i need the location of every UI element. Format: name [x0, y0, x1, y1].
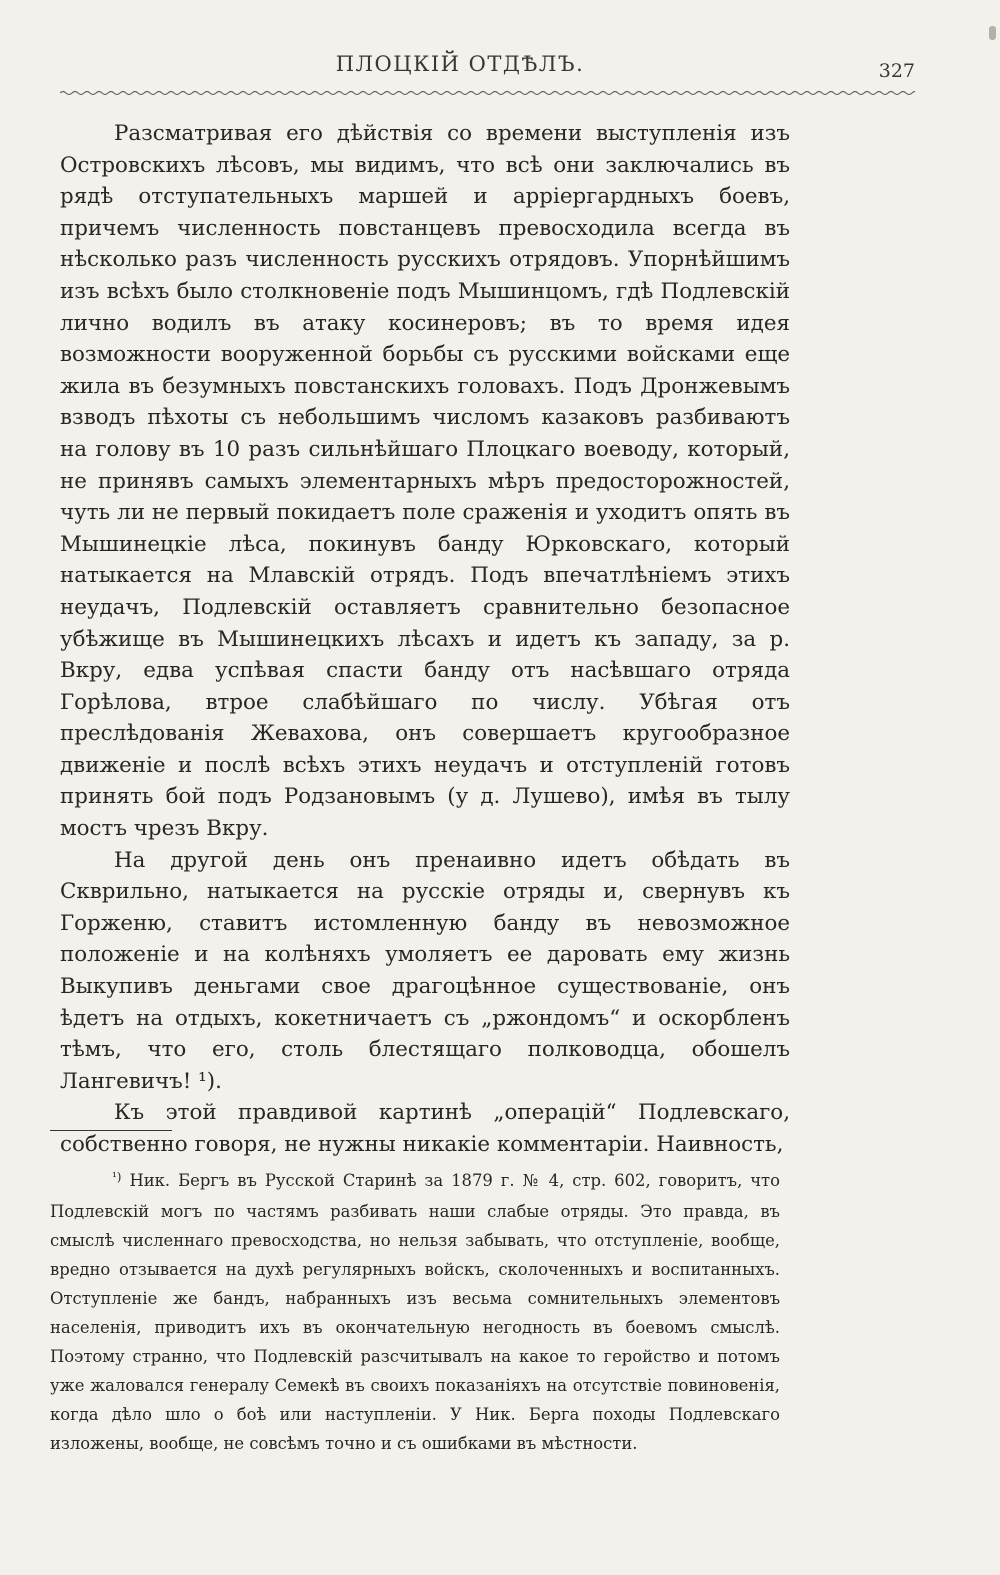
page-header: [60, 46, 915, 96]
footnote-separator: [50, 1130, 172, 1131]
footnote-paragraph: [50, 1166, 780, 1458]
paragraph-3: Къ этой правдивой картинѣ „операцій“ Подлевскаго, собственно говоря, не нужны никакіе комментаріи. Наивность,: [60, 1100, 790, 1157]
page-number: 327: [878, 60, 915, 82]
footnote: [50, 1166, 780, 1458]
footnote-text: Ник. Бергъ въ Русской Старинѣ за 1879 г. № 4, стр. 602, говоритъ, что Подлевскій могъ по частямъ разбивать наши слабые отряды. Это правда, въ смыслѣ численнаго превосходства, но нельзя забывать, что отступленіе, вообще, вредно отзывается на духѣ регулярныхъ войскъ, сколоченныхъ и воспитанныхъ. Отступленіе же бандъ, набранныхъ изъ весьма сомнительныхъ элементовъ населенія, приводитъ ихъ въ окончательную негодность въ боевомъ смыслѣ. Поэтому странно, что Подлевскій разсчитывалъ на какое то геройство и потомъ уже жаловался генералу Семекѣ въ своихъ показаніяхъ на отсутствіе повиновенія, когда дѣло шло о боѣ или наступленіи. У Ник. Берга походы Подлевскаго изложены, вообще, не совсѣмъ точно и съ ошибками въ мѣстности.: [50, 1171, 780, 1453]
wavy-header-rule: [60, 86, 915, 100]
footnote-marker: ¹): [112, 1170, 122, 1184]
paragraph-2: На другой день онъ пренаивно идетъ обѣдать въ Скврильно, натыкается на русскіе отряды и, свернувъ къ Горженю, ставитъ истомленную банду въ невозможное положеніе и на колѣняхъ умоляетъ ее даровать ему жизнь Выкупивъ деньгами свое драгоцѣнное существованіе, онъ ѣдетъ на отдыхъ, кокетничаетъ съ „ржондомъ“ и оскорбленъ тѣмъ, что его, столь блестящаго полководца, обошелъ Лангевичъ! ¹).: [60, 847, 790, 1094]
page-edge-mark: [989, 26, 996, 40]
paragraph-1: Разсматривая его дѣйствія со времени выступленія изъ Островскихъ лѣсовъ, мы видимъ, что всѣ они заключались въ рядѣ отступательныхъ маршей и арріергардныхъ боевъ, причемъ численность повстанцевъ превосходила всегда въ нѣсколько разъ численность русскихъ отрядовъ. Упорнѣйшимъ изъ всѣхъ было столкновеніе подъ Мышинцомъ, гдѣ Подлевскій лично водилъ въ атаку косинеровъ; въ то время идея возможности вооруженной борьбы съ русскими войсками еще жила въ безумныхъ повстанскихъ головахъ. Подъ Дронжевымъ взводъ пѣхоты съ небольшимъ числомъ казаковъ разбиваютъ на голову въ 10 разъ сильнѣйшаго Плоцкаго воеводу, который, не принявъ самыхъ элементарныхъ мѣръ предосторожностей, чуть ли не первый покидаетъ поле сраженія и уходитъ опять въ Мышинецкіе лѣса, покинувъ банду Юрковскаго, который натыкается на Млавскій отрядъ. Подъ впечатлѣніемъ этихъ неудачъ, Подлевскій оставляетъ сравнительно безопасное убѣжище въ Мышинецкихъ лѣсахъ и идетъ къ западу, за р. Вкру, едва успѣвая спасти банду отъ насѣвшаго отряда Горѣлова, втрое слабѣйшаго по числу. Убѣгая отъ преслѣдованія Жевахова, онъ совершаетъ кругообразное движеніе и послѣ всѣхъ этихъ неудачъ и отступленій готовъ принять бой подъ Родзановымъ (у д. Лушево), имѣя въ тылу мостъ чрезъ Вкру.: [60, 121, 790, 842]
main-text: [60, 118, 790, 1161]
running-title: ПЛОЦКІЙ ОТДѢЛЪ.: [335, 52, 585, 76]
